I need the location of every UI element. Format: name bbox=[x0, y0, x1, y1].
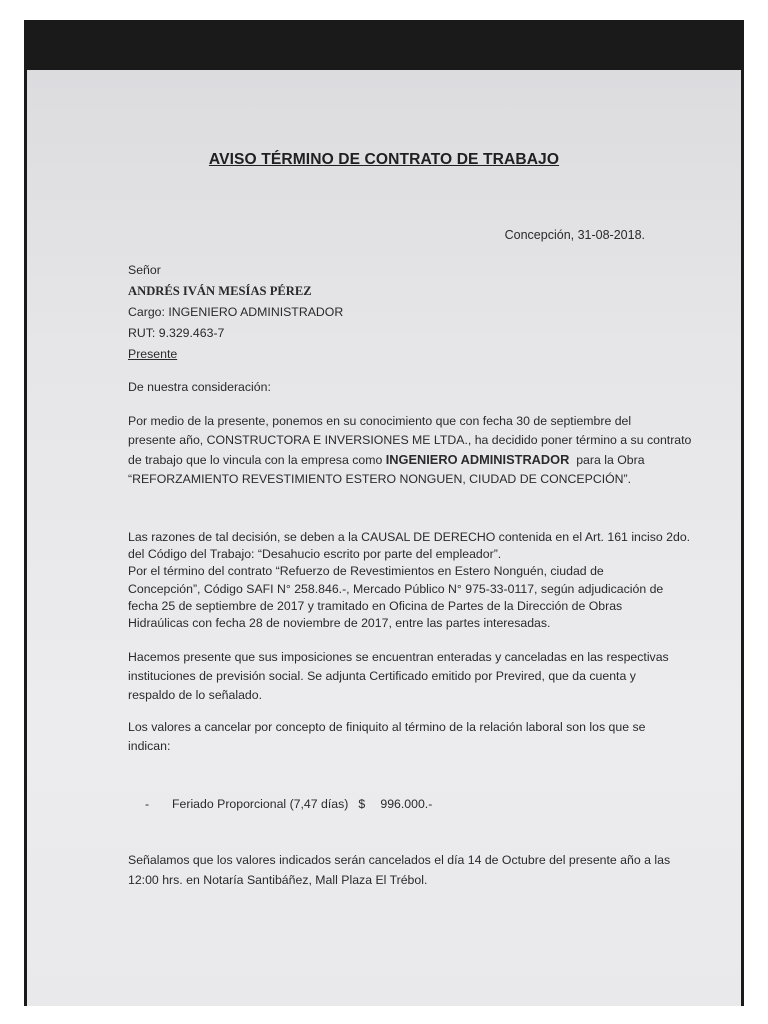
text-run: de trabajo que lo vincula con la empresa como bbox=[128, 453, 386, 467]
paragraph-line: respaldo de lo señalado. bbox=[128, 688, 262, 702]
date-line: Concepción, 31-08-2018. bbox=[504, 228, 645, 242]
paragraph-line: 12:00 hrs. en Notaría Santibáñez, Mall Plaza El Trébol. bbox=[128, 873, 428, 887]
paragraph-line: Los valores a cancelar por concepto de finiquito al término de la relación laboral son los que se bbox=[128, 720, 646, 734]
recipient-rut: RUT: 9.329.463-7 bbox=[128, 326, 225, 340]
paragraph-line: indican: bbox=[128, 739, 171, 753]
text-run: para la Obra bbox=[569, 453, 645, 467]
presente-label: Presente bbox=[128, 347, 178, 361]
paragraph-line: Por el término del contrato “Refuerzo de Revestimientos en Estero Nonguén, ciudad de bbox=[128, 564, 604, 579]
item-currency: $ bbox=[358, 797, 366, 811]
item-label: Feriado Proporcional (7,47 días) bbox=[172, 797, 349, 811]
paragraph-termination-notice bbox=[128, 412, 692, 489]
item-amount: 996.000.- bbox=[380, 797, 433, 811]
paragraph-line bbox=[128, 450, 658, 470]
paragraph-line: fecha 25 de septiembre de 2017 y tramitado en Oficina de Partes de la Dirección de Obras bbox=[128, 598, 623, 613]
paragraph-settlement-values bbox=[128, 718, 658, 756]
greeting: De nuestra consideración: bbox=[128, 380, 271, 394]
position-highlight: INGENIERO ADMINISTRADOR bbox=[385, 452, 570, 467]
paragraph-line: presente año, CONSTRUCTORA E INVERSIONES ME LTDA., ha decidido poner término a su contrato bbox=[128, 433, 692, 447]
document-photo bbox=[24, 20, 744, 1006]
paragraph-payment-date bbox=[128, 850, 671, 890]
document-title: AVISO TÉRMINO DE CONTRATO DE TRABAJO bbox=[208, 151, 560, 168]
recipient-position: Cargo: INGENIERO ADMINISTRADOR bbox=[128, 305, 344, 319]
paragraph-contributions bbox=[128, 648, 669, 705]
paragraph-line: Señalamos que los valores indicados serán cancelados el día 14 de Octubre del presente año a las bbox=[128, 853, 671, 867]
paper-sheet bbox=[27, 70, 741, 1006]
recipient-name: ANDRÉS IVÁN MESÍAS PÉREZ bbox=[128, 284, 312, 298]
paragraph-line: instituciones de previsión social. Se adjunta Certificado emitido por Previred, que da cuenta y bbox=[128, 669, 636, 683]
item-bullet: - bbox=[145, 797, 150, 811]
paragraph-line: Hacemos presente que sus imposiciones se encuentran enteradas y canceladas en las respectivas bbox=[128, 650, 669, 664]
paragraph-line: Concepción”, Código SAFI N° 258.846.-, Mercado Público N° 975-33-0117, según adjudicación de bbox=[128, 581, 664, 596]
paragraph-reasons bbox=[128, 529, 691, 632]
paragraph-line: Las razones de tal decisión, se deben a la CAUSAL DE DERECHO contenida en el Art. 161 inciso 2do. bbox=[128, 530, 691, 544]
settlement-item bbox=[145, 796, 432, 813]
paragraph-line: Hidraúlicas con fecha 28 de noviembre de 2017, entre las partes interesadas. bbox=[128, 616, 551, 631]
salutation: Señor bbox=[128, 263, 161, 277]
paragraph-line: Por medio de la presente, ponemos en su conocimiento que con fecha 30 de septiembre del bbox=[128, 414, 632, 428]
recipient-block bbox=[128, 260, 343, 365]
paragraph-line: del Código del Trabajo: “Desahucio escrito por parte del empleador”. bbox=[128, 547, 502, 562]
paragraph-line: “REFORZAMIENTO REVESTIMIENTO ESTERO NONGUEN, CIUDAD DE CONCEPCIÓN”. bbox=[128, 472, 632, 486]
